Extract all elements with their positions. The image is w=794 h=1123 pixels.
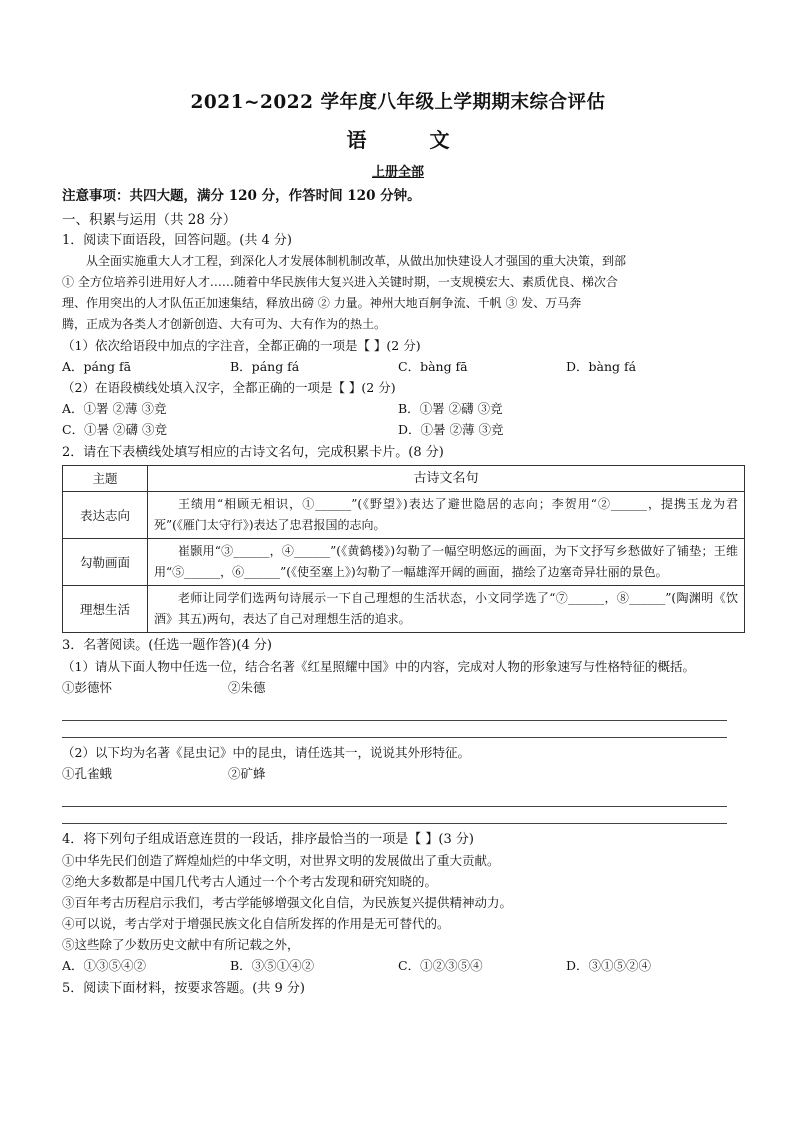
q1-passage-line: ① 全方位培养引进用好人才……随着中华民族伟大复兴进入关键时期，一支规模宏大、素质优良、梯次合 [62,275,618,289]
table-row [63,492,745,539]
q3-sub2-choices [62,763,734,784]
choice-1: ①孔雀蛾 [62,766,113,781]
option-b: B．páng fá [230,359,300,374]
scope-label: 上册全部 [371,165,424,180]
q1-sub2-options [62,398,734,419]
option-c: C．bàng fā [398,359,468,374]
choice-1: ①彭德怀 [62,680,113,695]
option-b: B．①署 ②礴 ③竞 [398,401,503,416]
q4-sentence: ⑤这些除了少数历史文献中有所记载之外， [62,937,300,952]
option-d: D．③①⑤②④ [566,958,652,973]
table-row [63,539,745,586]
table-row [63,586,745,633]
option-a: A．①署 ②薄 ③竞 [62,401,167,416]
option-d: D．bàng fá [566,359,637,374]
q1-passage-line: 从全面实施重大人才工程，到深化人才发展体制机制改革，从做出加快建设人才强国的重大决策，到部 [86,254,627,268]
q1-sub2-prompt: （2）在语段横线处填入汉字，全都正确的一项是【 】(2 分) [62,380,396,395]
q3-sub2-prompt: （2）以下均为名著《昆虫记》中的昆虫，请任选其一，说说其外形特征。 [62,745,470,760]
q1-sub1-prompt: （1）依次给语段中加点的字注音，全都正确的一项是【 】(2 分) [62,338,421,353]
subject-heading: 语 文 [346,128,478,152]
answer-line[interactable] [62,807,727,824]
exam-notice: 注意事项：共四大题，满分 120 分，作答时间 120 分钟。 [62,188,421,204]
q1-sub2-options [62,419,734,440]
answer-line[interactable] [62,698,727,721]
q3-sub1-choices [62,677,734,698]
row-topic: 勾勒画面 [63,539,148,586]
q3-sub1-prompt: （1）请从下面人物中任选一位，结合名著《红星照耀中国》中的内容，完成对人物的形象速写与性格特征的概括。 [62,659,695,674]
q3-stem: 3．名著阅读。(任选一题作答)(4 分) [62,638,272,653]
row-text: 王绩用“相顾无相识，①______”(《野望》)表达了避世隐居的志向；李贺用“②______，提携玉龙为君死”(《雁门太守行》)表达了忠君报国的志向。 [148,492,745,539]
q5-stem: 5．阅读下面材料，按要求答题。(共 9 分) [62,981,305,996]
exam-page [62,86,738,999]
answer-line[interactable] [62,721,727,738]
option-a: A．①③⑤④② [62,958,147,973]
q4-sentence: ②绝大多数都是中国几代考古人通过一个个考古发现和研究知晓的。 [62,874,438,889]
q4-sentence: ④可以说，考古学对于增强民族文化自信所发挥的作用是无可替代的。 [62,916,450,931]
option-a: A．páng fā [62,359,132,374]
poetry-card-table [62,465,745,633]
q2-stem: 2．请在下表横线处填写相应的古诗文名句，完成积累卡片。(8 分) [62,445,444,460]
row-text: 老师让同学们选两句诗展示一下自己理想的生活状态，小文同学选了“⑦______，⑧______”(陶渊明《饮酒》其五)两句，表达了自己对理想生活的追求。 [148,586,745,633]
answer-line[interactable] [62,784,727,807]
option-c: C．①②③⑤④ [398,958,483,973]
option-c: C．①暑 ②礴 ③竞 [62,422,168,437]
exam-title: 2021~2022 学年度八年级上学期期末综合评估 [190,92,606,113]
q4-sentence: ①中华先民们创造了辉煌灿烂的中华文明，对世界文明的发展做出了重大贡献。 [62,853,500,868]
option-b: B．③⑤①④② [230,958,315,973]
choice-2: ②朱德 [228,680,266,695]
q4-sentence: ③百年考古历程启示我们，考古学能够增强文化自信，为民族复兴提供精神动力。 [62,895,513,910]
option-d: D．①暑 ②薄 ③竞 [398,422,504,437]
table-header-row [63,466,745,492]
q4-options [62,955,734,976]
q4-stem: 4．将下列句子组成语意连贯的一段话，排序最恰当的一项是【 】(3 分) [62,832,474,847]
q1-stem: 1．阅读下面语段，回答问题。(共 4 分) [62,233,292,248]
choice-2: ②矿蜂 [228,766,266,781]
section-heading: 一、积累与运用（共 28 分） [62,212,237,228]
q1-passage-line: 腾，正成为各类人才创新创造、大有可为、大有作为的热土。 [62,317,387,331]
row-topic: 理想生活 [63,586,148,633]
col-topic: 主题 [63,466,148,492]
q1-passage-line: 理、作用突出的人才队伍正加速集结，释放出磅 ② 力量。神州大地百舸争流、千帆 ③ 发、万马奔 [62,296,582,310]
col-lines: 古诗文名句 [148,466,745,492]
row-text: 崔颢用“③______，④______”(《黄鹤楼》)勾勒了一幅空明悠远的画面，为下文抒写乡愁做好了铺垫；王维用“⑤______，⑥______”(《使至塞上》)勾勒了一幅雄浑开阔的画面，描绘了边塞奇异壮丽的景色。 [148,539,745,586]
q1-sub1-options [62,356,734,377]
row-topic: 表达志向 [63,492,148,539]
